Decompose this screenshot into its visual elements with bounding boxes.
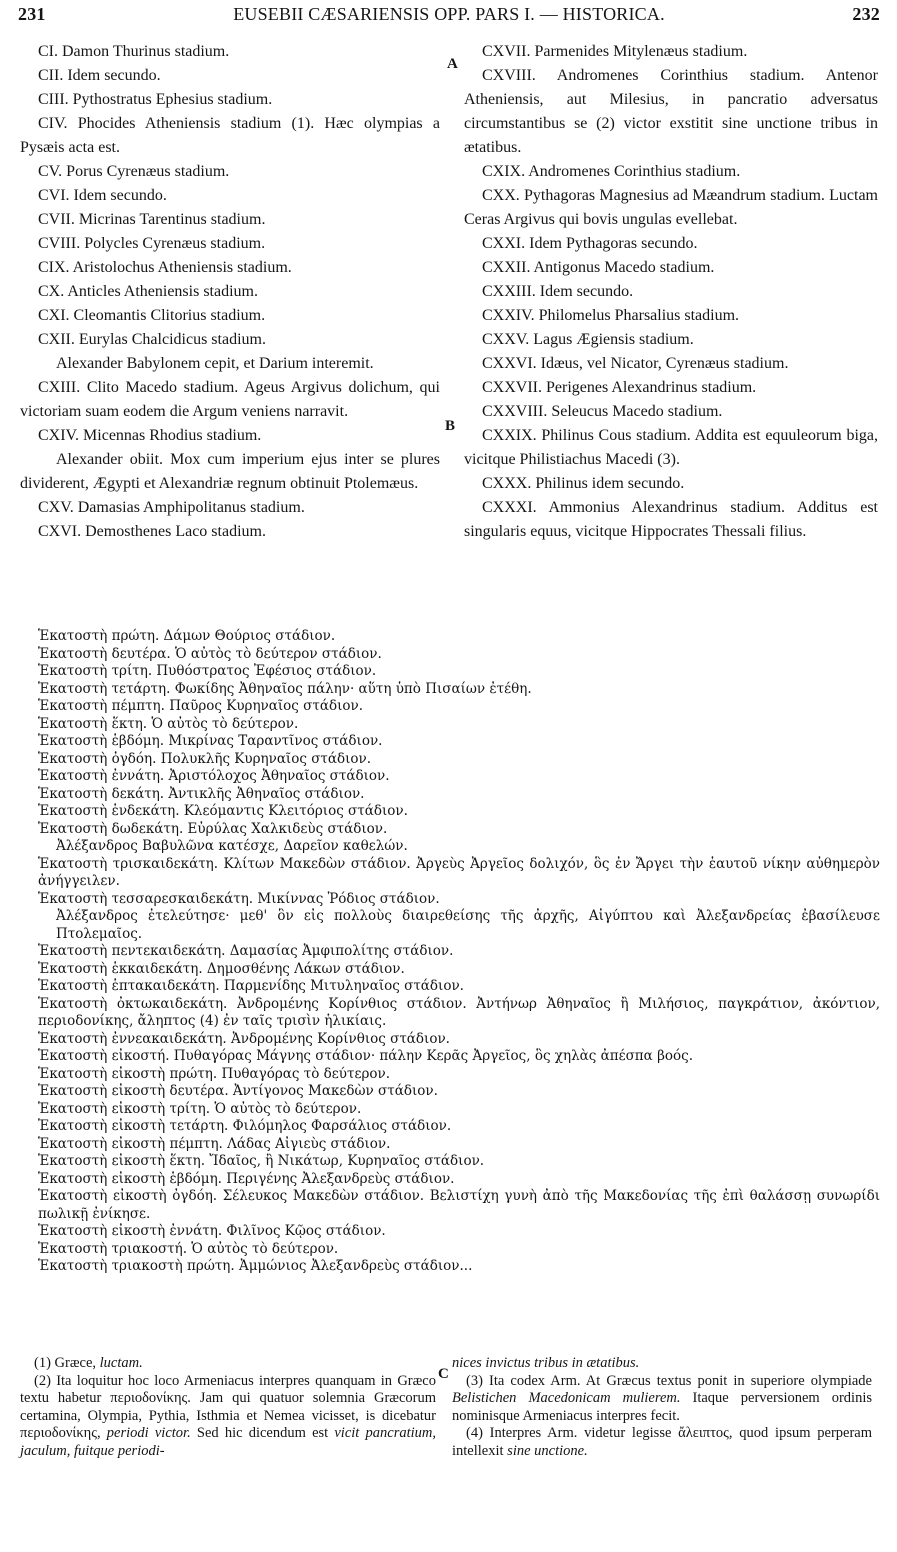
page-number-right: 232 [852, 4, 880, 24]
olympiad-entry: CIX. Aristolochus Atheniensis stadium. [38, 259, 292, 276]
greek-entry: Ἑκατοστὴ ἑβδόμη. Μικρίνας Ταραντῖνος στάδιον. [38, 733, 383, 749]
olympiad-entry: CXXIX. Philinus Cous stadium. Addita est equuleorum biga, vicitque Philistiachus Macedi (3). [464, 427, 878, 468]
olympiad-entry: CVIII. Polycles Cyrenæus stadium. [38, 235, 266, 252]
footnote-3-text-cont: Itaque perversionem ordinis nominisque Armeniacus interpres fecit. [452, 1390, 872, 1424]
footnote-2-continuation [452, 1355, 872, 1373]
running-title: EUSEBII CÆSARIENSIS OPP. PARS I. — HISTORICA. [233, 4, 665, 24]
footnote-2-text: (2) Ita loquitur hoc loco Armeniacus interpres quanquam in Græco textu habetur περιοδονίκης. Jam qui quatuor solemnia Græcorum certamina, Olympia, Pythia, Isthmia et Nemea vicisset, is dicebatur περιοδονίκης, [20, 1372, 436, 1441]
olympiad-entry: CXI. Cleomantis Clitorius stadium. [38, 307, 266, 324]
greek-historical-note: Ἀλέξανδρος ἐτελεύτησε· μεθ' ὃν εἰς πολλοὺς διαιρεθείσης τῆς ἀρχῆς, Αἰγύπτου καὶ Ἀλεξανδρείας ἐβασίλευσε Πτολεμαῖος. [56, 908, 880, 942]
greek-entry: Ἑκατοστὴ εἰκοστὴ ἑβδόμη. Περιγένης Ἀλεξανδρεὺς στάδιον. [38, 1170, 455, 1187]
olympiad-entry: CXXI. Idem Pythagoras secundo. [482, 235, 698, 252]
greek-entry: Ἑκατοστὴ τρισκαιδεκάτη. Κλίτων Μακεδὼν στάδιον. Ἀργεὺς Ἀργεῖος δολιχόν, ὃς ἐν Ἄργει τὴν ἑαυτοῦ νίκην αὐθημερὸν ἀνήγγειλεν. [38, 855, 880, 889]
olympiad-entry: CXV. Damasias Amphipolitanus stadium. [38, 499, 305, 516]
greek-entry: Ἑκατοστὴ εἰκοστὴ ἕκτη. Ἴδαῖος, ἢ Νικάτωρ, Κυρηναῖος στάδιον. [38, 1153, 485, 1169]
footnote-1-italic: luctam. [99, 1355, 143, 1371]
footnote-3 [452, 1373, 872, 1426]
greek-historical-note: Ἀλέξανδρος Βαβυλῶνα κατέσχε, Δαρεῖον καθελών. [56, 838, 408, 854]
greek-entry: Ἑκατοστὴ εἰκοστὴ τετάρτη. Φιλόμηλος Φαρσάλιος στάδιον. [38, 1118, 452, 1134]
greek-entry: Ἑκατοστὴ ὀκτωκαιδεκάτη. Ἀνδρομένης Κορίνθιος στάδιον. Ἀντήνωρ Ἀθηναῖος ἢ Μιλήσιος, παγκράτιον, ἀκόντιον, περιοδονίκης, ἄληπτος (4) ἐν ταῖς τρισὶν ἡλικίαις. [38, 995, 880, 1029]
page-number-left: 231 [18, 4, 46, 24]
greek-entry: Ἑκατοστὴ τριακοστή. Ὁ αὐτὸς τὸ δεύτερον. [38, 1240, 339, 1257]
olympiad-entry: CXXVII. Perigenes Alexandrinus stadium. [482, 379, 757, 396]
greek-entry: Ἑκατοστὴ εἰκοστὴ τρίτη. Ὁ αὐτὸς τὸ δεύτερον. [38, 1100, 362, 1117]
olympiad-entry: CXXIII. Idem secundo. [482, 283, 634, 300]
footnotes-right [452, 1355, 872, 1460]
olympiad-entry: CIII. Pythostratus Ephesius stadium. [38, 91, 273, 108]
footnote-1-text: (1) Græce, [34, 1355, 100, 1371]
footnote-3-italic: Belistichen Macedonicam mulierem. [452, 1390, 681, 1406]
greek-entry: Ἑκατοστὴ εἰκοστή. Πυθαγόρας Μάγνης στάδιον· πάλην Κερᾶς Ἀργεῖος, ὃς χηλὰς ἀπέσπα βοός. [38, 1048, 693, 1064]
olympiad-entry: CXXIV. Philomelus Pharsalius stadium. [482, 307, 740, 324]
greek-text-block [20, 628, 880, 1276]
margin-letter-b: B [445, 418, 456, 434]
olympiad-entry: CXXX. Philinus idem secundo. [482, 475, 685, 492]
footnote-4 [452, 1425, 872, 1460]
footnote-4-text: (4) Interpres Arm. videtur legisse ἄλειπτος, quod ipsum perperam intellexit [452, 1425, 872, 1459]
greek-entry: Ἑκατοστὴ εἰκοστὴ ὀγδόη. Σέλευκος Μακεδὼν στάδιον. Βελιστίχη γυνὴ ἀπὸ τῆς Μακεδονίας τῆς ἐπὶ θαλάσσῃ συνωρίδι πωλικῇ ἐνίκησε. [38, 1188, 880, 1222]
latin-column-left [20, 40, 440, 544]
olympiad-entry: CXXXI. Ammonius Alexandrinus stadium. Additus est singularis equus, vicitque Hippocrates Thessali filius. [464, 499, 878, 540]
olympiad-entry: CXIII. Clito Macedo stadium. Ageus Argivus dolichum, qui victoriam suam eodem die Argum veniens narravit. [20, 379, 440, 420]
footnote-3-text: (3) Ita codex Arm. At Græcus textus ponit in superiore olympiade [466, 1372, 872, 1389]
olympiad-entry: CXVIII. Andromenes Corinthius stadium. Antenor Atheniensis, aut Milesius, in pancratio adversatus circumstantibus se (2) victor exstitit sine unctione tribus in ætatibus. [464, 67, 878, 156]
olympiad-entry: CXXVI. Idæus, vel Nicator, Cyrenæus stadium. [482, 355, 789, 372]
greek-entry: Ἑκατοστὴ ἕκτη. Ὁ αὐτὸς τὸ δεύτερον. [38, 715, 299, 732]
greek-entry: Ἑκατοστὴ εἰκοστὴ δευτέρα. Ἀντίγονος Μακεδὼν στάδιον. [38, 1083, 438, 1099]
footnote-1 [20, 1355, 436, 1373]
greek-entry: Ἑκατοστὴ ἑκκαιδεκάτη. Δημοσθένης Λάκων στάδιον. [38, 960, 405, 977]
margin-letter-c: C [438, 1366, 449, 1382]
latin-column-right [464, 40, 878, 544]
olympiad-entry: CXVII. Parmenides Mitylenæus stadium. [482, 43, 748, 60]
footnotes-left [20, 1355, 436, 1460]
greek-entry: Ἑκατοστὴ ὀγδόη. Πολυκλῆς Κυρηναῖος στάδιον. [38, 750, 372, 767]
olympiad-entry: CVII. Micrinas Tarentinus stadium. [38, 211, 266, 228]
greek-entry: Ἑκατοστὴ ἐννάτη. Ἀριστόλοχος Ἀθηναῖος στάδιον. [38, 768, 390, 784]
olympiad-entry: CV. Porus Cyrenæus stadium. [38, 163, 230, 180]
greek-entry: Ἑκατοστὴ ἐννεακαιδεκάτη. Ἀνδρομένης Κορίνθιος στάδιον. [38, 1030, 450, 1047]
greek-entry: Ἑκατοστὴ εἰκοστὴ ἐννάτη. Φιλῖνος Κῷος στάδιον. [38, 1223, 386, 1239]
olympiad-entry: CXVI. Demosthenes Laco stadium. [38, 523, 266, 540]
olympiad-entry: CI. Damon Thurinus stadium. [38, 43, 230, 60]
footnote-2-continuation-italic: nices invictus tribus in ætatibus. [452, 1355, 640, 1371]
historical-note: Alexander obiit. Mox cum imperium ejus inter se plures dividerent, Ægypti et Alexandriæ regnum obtinuit Ptolemæus. [20, 451, 440, 492]
olympiad-entry: CXII. Eurylas Chalcidicus stadium. [38, 331, 266, 348]
olympiad-entry: CXIV. Micennas Rhodius stadium. [38, 427, 262, 444]
greek-entry: Ἑκατοστὴ τετάρτη. Φωκίδης Ἀθηναῖος πάλην· αὕτη ὑπὸ Πισαίων ἐτέθη. [38, 680, 532, 697]
olympiad-entry: CXXII. Antigonus Macedo stadium. [482, 259, 715, 276]
greek-entry: Ἑκατοστὴ δεκάτη. Ἀντικλῆς Ἀθηναῖος στάδιον. [38, 785, 365, 802]
footnote-2-italic-cont: vicit pancratium, jaculum, fuitque periodi- [20, 1425, 436, 1459]
greek-entry: Ἑκατοστὴ πεντεκαιδεκάτη. Δαμασίας Ἀμφιπολίτης στάδιον. [38, 943, 454, 959]
margin-letter-a: A [447, 56, 458, 72]
olympiad-entry: CXIX. Andromenes Corinthius stadium. [482, 163, 741, 180]
olympiad-entry: CXX. Pythagoras Magnesius ad Mæandrum stadium. Luctam Ceras Argivus qui bovis ungulas evellebat. [464, 187, 878, 228]
greek-entry: Ἑκατοστὴ τρίτη. Πυθόστρατος Ἐφέσιος στάδιον. [38, 663, 377, 679]
olympiad-entry: CIV. Phocides Atheniensis stadium (1). Hæc olympias a Pysæis acta est. [20, 115, 440, 156]
greek-entry: Ἑκατοστὴ ἑνδεκάτη. Κλεόμαντις Κλειτόριος στάδιον. [38, 803, 408, 819]
greek-entry: Ἑκατοστὴ δευτέρα. Ὁ αὐτὸς τὸ δεύτερον στάδιον. [38, 645, 382, 662]
olympiad-entry: CII. Idem secundo. [38, 67, 161, 84]
greek-entry: Ἑκατοστὴ εἰκοστὴ πρώτη. Πυθαγόρας τὸ δεύτερον. [38, 1065, 391, 1082]
olympiad-entry: CXXV. Lagus Ægiensis stadium. [482, 331, 694, 348]
greek-entry: Ἑκατοστὴ τριακοστὴ πρώτη. Ἀμμώνιος Ἀλεξανδρεὺς στάδιον... [38, 1258, 473, 1274]
greek-entry: Ἑκατοστὴ τεσσαρεσκαιδεκάτη. Μικίννας Ῥόδιος στάδιον. [38, 890, 440, 907]
greek-entry: Ἑκατοστὴ πέμπτη. Παῦρος Κυρηναῖος στάδιον. [38, 698, 363, 714]
greek-entry: Ἑκατοστὴ πρώτη. Δάμων Θούριος στάδιον. [38, 628, 336, 644]
olympiad-entry: CXXVIII. Seleucus Macedo stadium. [482, 403, 723, 420]
footnote-4-italic: sine unctione. [507, 1442, 588, 1459]
olympiad-entry: CVI. Idem secundo. [38, 187, 167, 204]
historical-note: Alexander Babylonem cepit, et Darium interemit. [56, 355, 374, 372]
greek-entry: Ἑκατοστὴ δωδεκάτη. Εὐρύλας Χαλκιδεὺς στάδιον. [38, 820, 388, 837]
greek-entry: Ἑκατοστὴ εἰκοστὴ πέμπτη. Λάδας Αἰγιεὺς στάδιον. [38, 1135, 391, 1152]
olympiad-entry: CX. Anticles Atheniensis stadium. [38, 283, 258, 300]
greek-entry: Ἑκατοστὴ ἑπτακαιδεκάτη. Παρμενίδης Μιτυληναῖος στάδιον. [38, 978, 464, 994]
footnote-2 [20, 1373, 436, 1461]
footnote-2-italic: periodi victor. [106, 1425, 191, 1441]
page-header [18, 4, 880, 32]
footnote-2-text-cont: Sed hic dicendum est [190, 1425, 335, 1441]
